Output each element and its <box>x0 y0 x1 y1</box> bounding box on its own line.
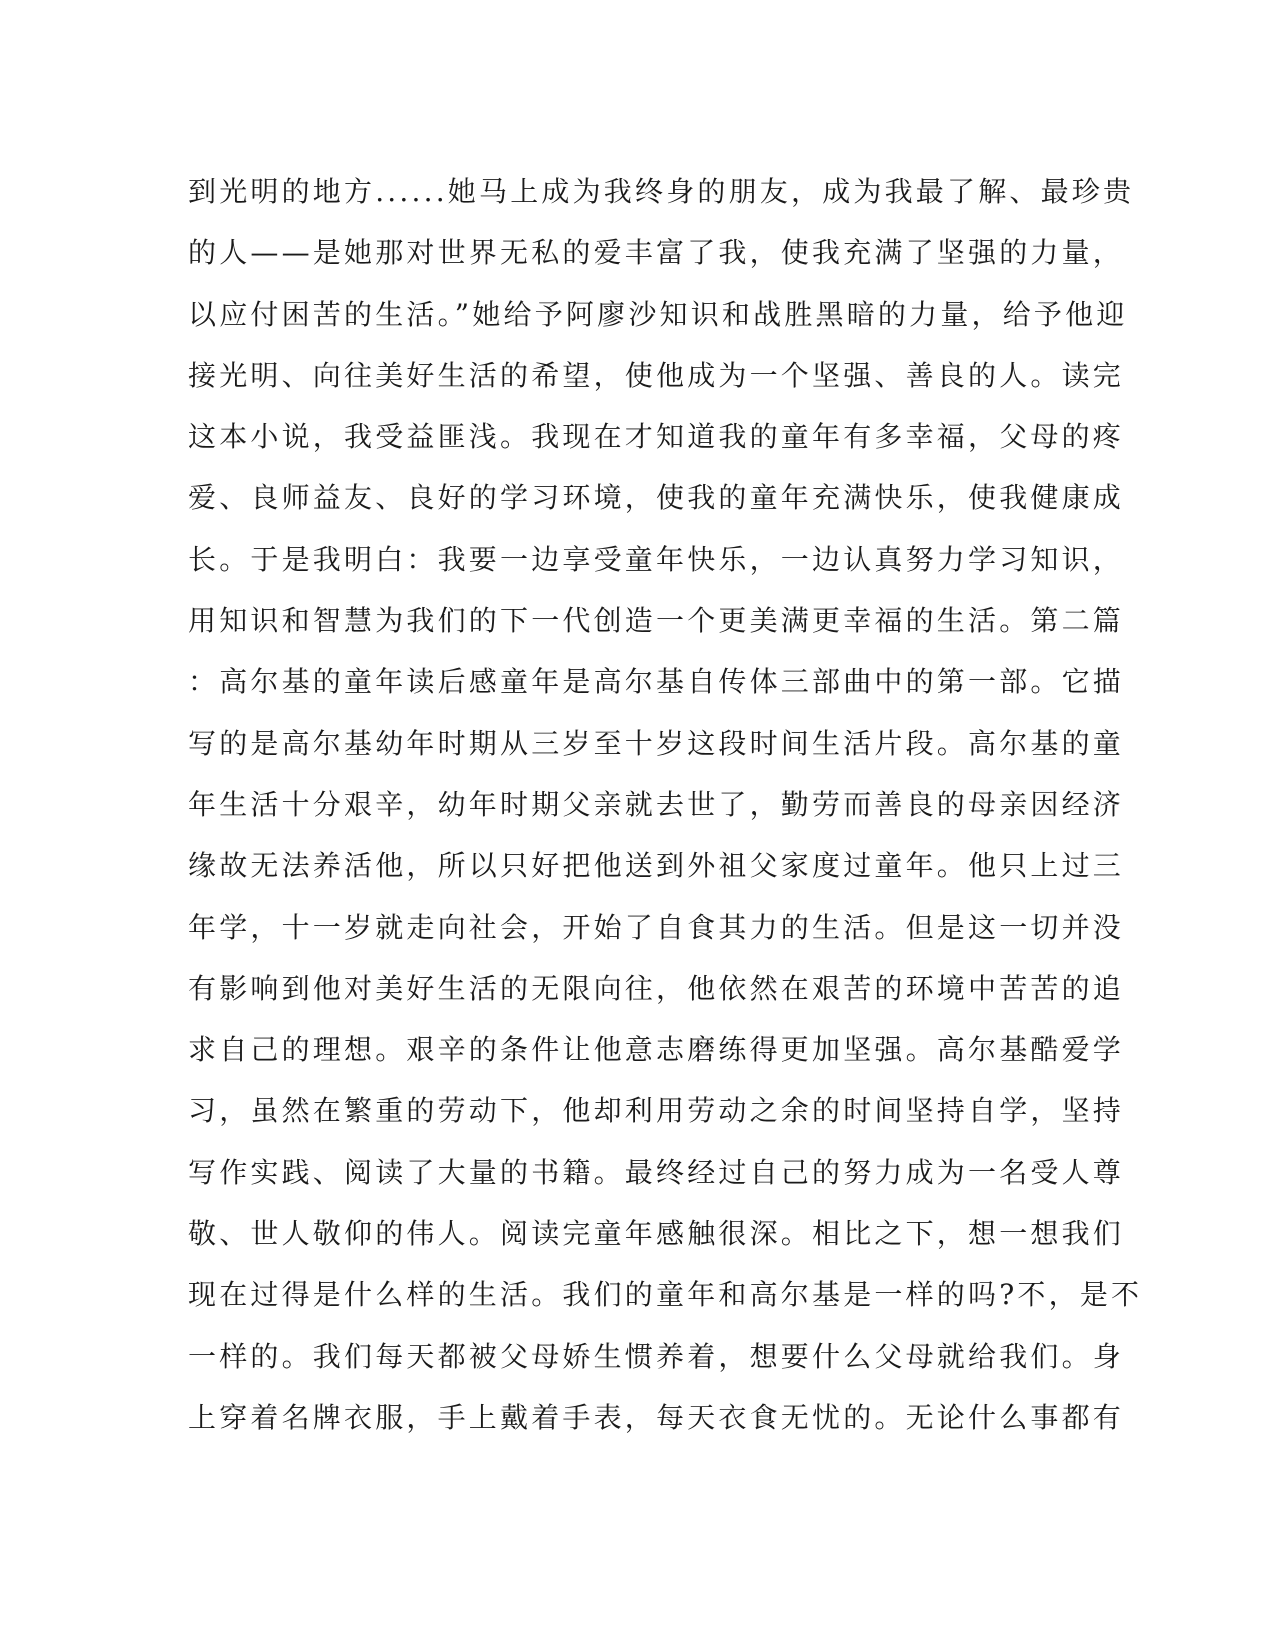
text-line: 长。于是我明白：我要一边享受童年快乐，一边认真努力学习知识， <box>188 542 1125 576</box>
text-line: 以应付困苦的生活。”她给予阿廖沙知识和战胜黑暗的力量，给予他迎 <box>188 297 1128 331</box>
text-line: 缘故无法养活他，所以只好把他送到外祖父家度过童年。他只上过三 <box>188 849 1125 883</box>
text-line: 上穿着名牌衣服，手上戴着手表，每天衣食无忧的。无论什么事都有 <box>188 1400 1125 1434</box>
text-line: 到光明的地方......她马上成为我终身的朋友，成为我最了解、最珍贵 <box>188 175 1135 208</box>
text-line: 写的是高尔基幼年时期从三岁至十岁这段时间生活片段。高尔基的童 <box>188 726 1125 760</box>
text-line: 敬、世人敬仰的伟人。阅读完童年感触很深。相比之下，想一想我们 <box>188 1217 1125 1251</box>
text-line: 接光明、向往美好生活的希望，使他成为一个坚强、善良的人。读完 <box>188 358 1125 392</box>
text-line: 年生活十分艰辛，幼年时期父亲就去世了，勤劳而善良的母亲因经济 <box>188 787 1125 821</box>
text-line: 求自己的理想。艰辛的条件让他意志磨练得更加坚强。高尔基酷爱学 <box>188 1033 1125 1067</box>
text-line: 的人——是她那对世界无私的爱丰富了我，使我充满了坚强的力量， <box>188 236 1125 270</box>
text-line: 一样的。我们每天都被父母娇生惯养着，想要什么父母就给我们。身 <box>188 1339 1125 1373</box>
text-line: ：高尔基的童年读后感童年是高尔基自传体三部曲中的第一部。它描 <box>188 665 1125 699</box>
text-line: 爱、良师益友、良好的学习环境，使我的童年充满快乐，使我健康成 <box>188 481 1125 515</box>
text-line: 有影响到他对美好生活的无限向往，他依然在艰苦的环境中苦苦的追 <box>188 971 1125 1005</box>
text-line: 写作实践、阅读了大量的书籍。最终经过自己的努力成为一名受人尊 <box>188 1155 1125 1189</box>
body-text <box>188 161 1143 1448</box>
text-line: 年学，十一岁就走向社会，开始了自食其力的生活。但是这一切并没 <box>188 910 1125 944</box>
text-line: 现在过得是什么样的生活。我们的童年和高尔基是一样的吗?不，是不 <box>188 1278 1143 1312</box>
text-line: 这本小说，我受益匪浅。我现在才知道我的童年有多幸福，父母的疼 <box>188 420 1125 454</box>
text-line: 用知识和智慧为我们的下一代创造一个更美满更幸福的生活。第二篇 <box>188 604 1125 638</box>
text-line: 习，虽然在繁重的劳动下，他却利用劳动之余的时间坚持自学，坚持 <box>188 1094 1125 1128</box>
